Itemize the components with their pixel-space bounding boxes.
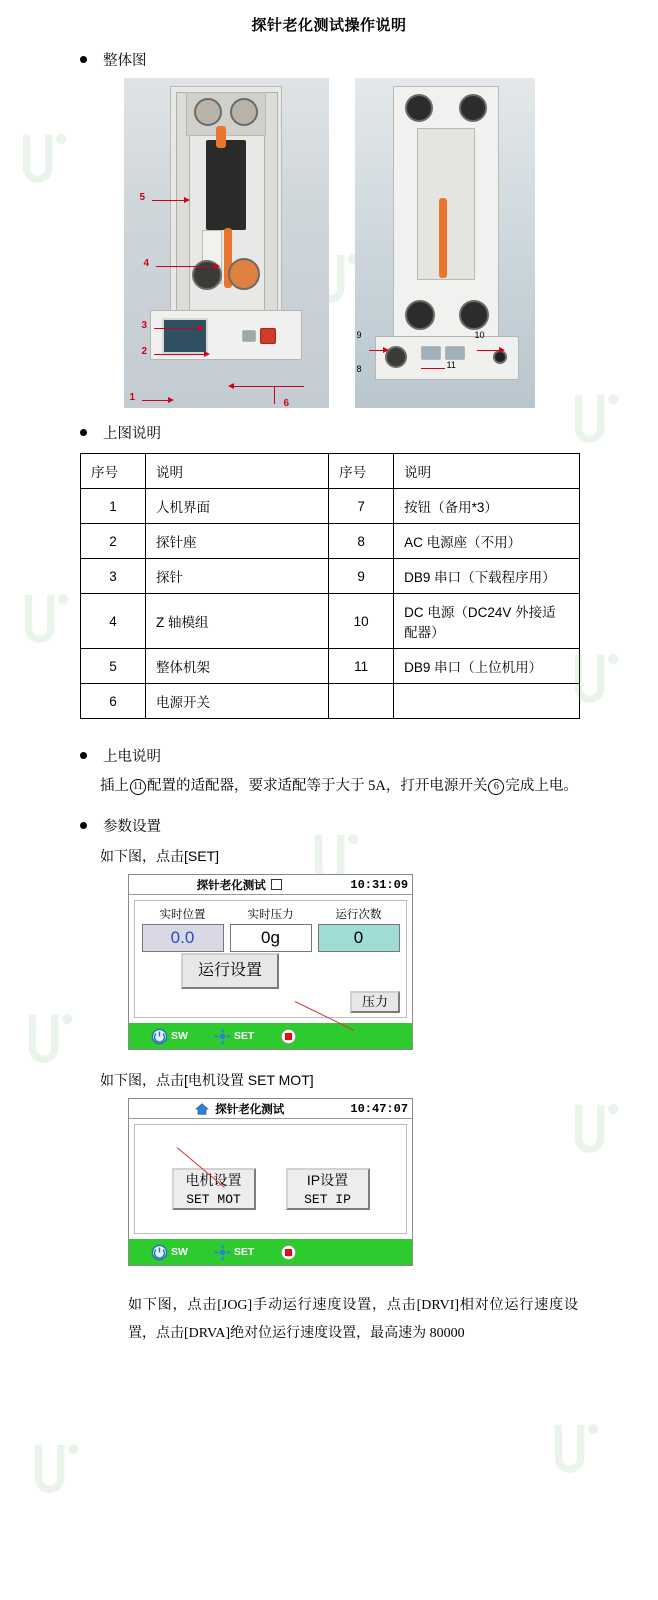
- table-header-row: [81, 454, 580, 489]
- motor-setting-label-en: SET MOT: [186, 1192, 241, 1207]
- cell-index: 9: [329, 559, 394, 594]
- hmi-titlebar: [129, 875, 412, 895]
- hmi-screen-main[interactable]: [128, 874, 413, 1050]
- overview-photos: [0, 78, 658, 408]
- cell-desc: 探针座: [145, 524, 328, 559]
- cell-desc: 整体机架: [145, 649, 328, 684]
- header-index-2: 序号: [329, 454, 394, 489]
- callout-8: 8: [356, 364, 362, 374]
- table-row: [81, 489, 580, 524]
- power-text-part2: 配置的适配器，要求适配等于大于 5A，打开电源开关: [147, 778, 488, 794]
- table-row: [81, 649, 580, 684]
- cell-desc: AC 电源座（不用）: [394, 524, 580, 559]
- cell-index: 1: [81, 489, 146, 524]
- power-text-part3: 完成上电。: [505, 778, 578, 794]
- hmi-screen-setting[interactable]: [128, 1098, 413, 1266]
- cell-index: 10: [329, 594, 394, 649]
- circled-6: 6: [488, 779, 504, 795]
- hmi2-taskbar: [129, 1239, 412, 1265]
- cell-desc: 电源开关: [145, 684, 328, 719]
- section-param-heading: [80, 815, 658, 836]
- section-param-label: 参数设置: [103, 819, 161, 835]
- taskbar-stop-button[interactable]: [280, 1028, 297, 1045]
- section-power-label: 上电说明: [103, 749, 161, 765]
- ip-setting-label-cn: IP设置: [306, 1172, 349, 1188]
- watermark: [20, 1430, 94, 1504]
- cell-index: 5: [81, 649, 146, 684]
- bullet-dot: [80, 822, 87, 829]
- cell-desc: DB9 串口（下载程序用）: [394, 559, 580, 594]
- taskbar-sw-button[interactable]: [151, 1028, 188, 1045]
- hmi-clock: 10:31:09: [350, 877, 409, 892]
- pressure-button[interactable]: 压力: [350, 991, 400, 1013]
- cell-index: 2: [81, 524, 146, 559]
- watermark: [10, 580, 84, 654]
- run-count-value[interactable]: 0: [318, 924, 400, 952]
- taskbar2-sw-label: SW: [171, 1246, 188, 1258]
- taskbar-sw-label: SW: [171, 1030, 188, 1042]
- cell-index: 6: [81, 684, 146, 719]
- cell-index: 8: [329, 524, 394, 559]
- run-count-label: 运行次数: [335, 909, 382, 921]
- circled-11: 11: [130, 779, 146, 795]
- realtime-pressure-label: 实时压力: [247, 909, 294, 921]
- table-row: [81, 684, 580, 719]
- hmi-value-row: [140, 906, 401, 952]
- machine-front-photo: [124, 78, 329, 408]
- hmi-body: [134, 900, 407, 1018]
- taskbar-set-label: SET: [233, 1030, 255, 1042]
- section-overview-heading: [80, 49, 658, 70]
- table-row: [81, 524, 580, 559]
- table-row: [81, 559, 580, 594]
- callout-line-5: [152, 200, 188, 201]
- motor-setting-label-cn: 电机设置: [185, 1172, 242, 1188]
- taskbar-set-button[interactable]: [214, 1028, 254, 1045]
- callout-10: 10: [474, 330, 485, 340]
- table-row: [81, 594, 580, 649]
- hmi-taskbar: [129, 1023, 412, 1049]
- home-icon[interactable]: [194, 1101, 210, 1117]
- power-icon: [151, 1028, 168, 1045]
- cell-index: 11: [329, 649, 394, 684]
- section-legend-label: 上图说明: [103, 426, 161, 442]
- gear-icon: [214, 1244, 231, 1261]
- cell-desc: 按钮（备用*3）: [394, 489, 580, 524]
- gear-icon: [214, 1028, 231, 1045]
- hmi-title: 探针老化测试: [196, 879, 266, 892]
- callout-5: 5: [139, 192, 146, 203]
- callout-1: 1: [129, 392, 136, 403]
- cell-desc: DB9 串口（上位机用）: [394, 649, 580, 684]
- power-text-part1: 插上: [100, 778, 129, 794]
- cell-desc: 人机界面: [145, 489, 328, 524]
- callout-3: 3: [141, 320, 148, 331]
- stop-icon: [280, 1244, 297, 1261]
- cell-desc: 探针: [145, 559, 328, 594]
- ip-setting-button[interactable]: [286, 1168, 370, 1210]
- taskbar2-stop-button[interactable]: [280, 1244, 297, 1261]
- realtime-position-value[interactable]: 0.0: [142, 924, 224, 952]
- machine-rear-photo: [355, 78, 535, 408]
- hmi2-body: [134, 1124, 407, 1234]
- header-desc-1: 说明: [145, 454, 328, 489]
- bullet-dot: [80, 56, 87, 63]
- cell-desc: [394, 684, 580, 719]
- hmi2-titlebar: [129, 1099, 412, 1119]
- motor-setting-button[interactable]: [172, 1168, 256, 1210]
- bullet-dot: [80, 429, 87, 436]
- legend-table: [80, 453, 580, 719]
- page-title: 探针老化测试操作说明: [251, 18, 407, 34]
- stop-icon: [280, 1028, 297, 1045]
- realtime-pressure-group: [230, 906, 312, 952]
- run-count-group: [318, 906, 400, 952]
- taskbar2-sw-button[interactable]: [151, 1244, 188, 1261]
- watermark: [14, 1000, 88, 1074]
- realtime-position-group: [142, 906, 224, 952]
- hmi2-button-row: [140, 1168, 401, 1210]
- callout-4: 4: [143, 258, 150, 269]
- watermark: [560, 1090, 634, 1164]
- bullet-dot: [80, 752, 87, 759]
- cell-index: 3: [81, 559, 146, 594]
- callout-6: 6: [283, 398, 290, 408]
- callout-9: 9: [356, 330, 362, 340]
- param-step3-text: 如下图，点击[JOG]手动运行速度设置，点击[DRVI]相对位运行速度设置，点击[DRVA]绝对位运行速度设置，最高速为 80000: [128, 1298, 578, 1341]
- watermark: [540, 1410, 614, 1484]
- run-setting-button[interactable]: 运行设置: [181, 953, 279, 989]
- cell-index: 7: [329, 489, 394, 524]
- ip-setting-label-en: SET IP: [304, 1192, 351, 1207]
- hmi2-clock: 10:47:07: [350, 1101, 409, 1116]
- hmi2-title: 探针老化测试: [215, 1103, 285, 1116]
- param-step1-text: 如下图，点击[SET]: [100, 848, 220, 864]
- taskbar2-set-label: SET: [233, 1246, 255, 1258]
- power-paragraph: [100, 772, 578, 801]
- header-desc-2: 说明: [394, 454, 580, 489]
- power-icon: [151, 1244, 168, 1261]
- callout-11: 11: [446, 360, 456, 370]
- cell-index: [329, 684, 394, 719]
- hmi-square-icon: [271, 879, 282, 890]
- section-overview-label: 整体图: [103, 53, 147, 69]
- taskbar2-set-button[interactable]: [214, 1244, 254, 1261]
- realtime-pressure-value[interactable]: 0g: [230, 924, 312, 952]
- param-step2-text: 如下图，点击[电机设置 SET MOT]: [100, 1072, 314, 1088]
- cell-index: 4: [81, 594, 146, 649]
- callout-2: 2: [141, 346, 148, 357]
- header-index-1: 序号: [81, 454, 146, 489]
- realtime-position-label: 实时位置: [159, 909, 206, 921]
- cell-desc: Z 轴模组: [145, 594, 328, 649]
- section-power-heading: [80, 745, 658, 766]
- cell-desc: DC 电源（DC24V 外接适配器）: [394, 594, 580, 649]
- section-legend-heading: [80, 422, 658, 443]
